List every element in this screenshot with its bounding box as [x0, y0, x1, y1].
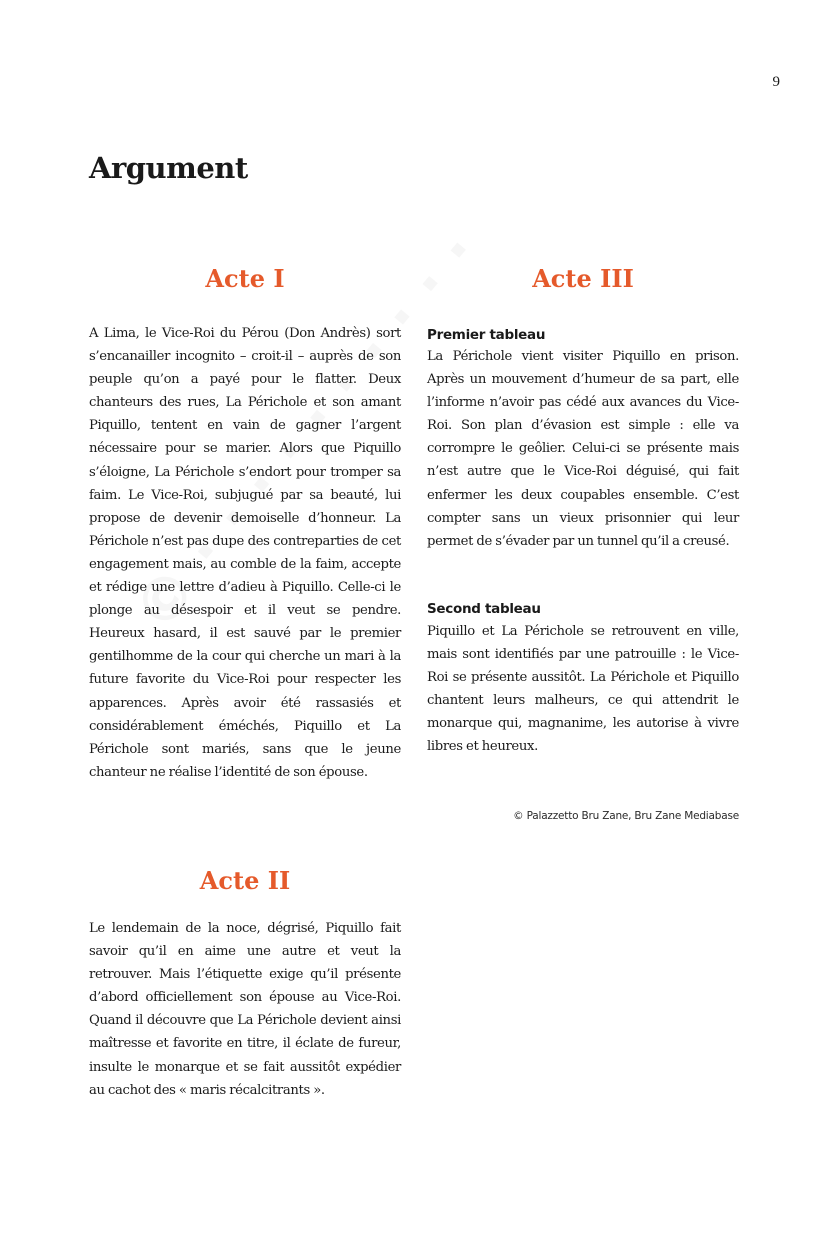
tableau-1-text: La Périchole vient visiter Piquillo en prison. Après un mouvement d’humeur de sa part, elle l’informe n’avoir pas cédé aux avances du Vice-Roi. Son plan d’évasion est simple : elle va corrompre le geôlier. Celui-ci se présente mais n’est autre que le Vice-Roi déguisé, qui fait enfermer les deux coupables ensemble. C’est compter sans un vieux prisonnier qui leur permet de s’évader par un tunnel qu’il a creusé.: [427, 349, 739, 549]
act-1-heading: Acte I: [205, 264, 285, 293]
page-title: Argument: [89, 151, 248, 185]
page-number: 9: [772, 74, 780, 90]
tableau-2-heading: Second tableau: [427, 601, 541, 617]
act-1-text: A Lima, le Vice-Roi du Pérou (Don Andrès) sort s’encanailler incognito – croit-il – auprès de son peuple qu’on a payé pour le flatter. Deux chanteurs des rues, La Périchole et son amant Piquillo, tentent en vain de gagner l’argent nécessaire pour se marier. Alors que Piquillo s’éloigne, La Périchole s’endort pour tromper sa faim. Le Vice-Roi, subjugué par sa beauté, lui propose de devenir demoiselle d’honneur. La Périchole n’est pas dupe des contreparties de cet engagement mais, au comble de la faim, accepte et rédige une lettre d’adieu à Piquillo. Celle-ci le plonge au désespoir et il veut se pendre. Heureux hasard, il est sauvé par le premier gentilhomme de la cour qui cherche un mari à la future favorite du Vice-Roi pour respecter les apparences. Après avoir été rassasiés et considérablement éméchés, Piquillo et La Périchole sont mariés, sans que le jeune chanteur ne réalise l’identité de son épouse.: [89, 326, 401, 780]
tableau-2-text: Piquillo et La Périchole se retrouvent en ville, mais sont identifiés par une patrouille : le Vice-Roi se présente aussitôt. La Périchole et Piquillo chantent leurs malheurs, ce qui attendrit le monarque qui, magnanime, les autorise à vivre libres et heureux.: [427, 624, 739, 755]
photo-credit: © Palazzetto Bru Zane, Bru Zane Mediabase: [513, 810, 739, 822]
act-2-heading: Acte II: [199, 866, 291, 895]
tableau-1-heading: Premier tableau: [427, 327, 546, 343]
act-2-text: Le lendemain de la noce, dégrisé, Piquillo fait savoir qu’il en aime une autre et veut la retrouver. Mais l’étiquette exige qu’il présente d’abord officiellement son épouse au Vice-Roi. Quand il découvre que La Périchole devient ainsi maîtresse et favorite en titre, il éclate de fureur, insulte le monarque et se fait aussitôt expédier au cachot des « maris récalcitrants ».: [89, 921, 401, 1098]
act-3-heading: Acte III: [532, 264, 634, 293]
